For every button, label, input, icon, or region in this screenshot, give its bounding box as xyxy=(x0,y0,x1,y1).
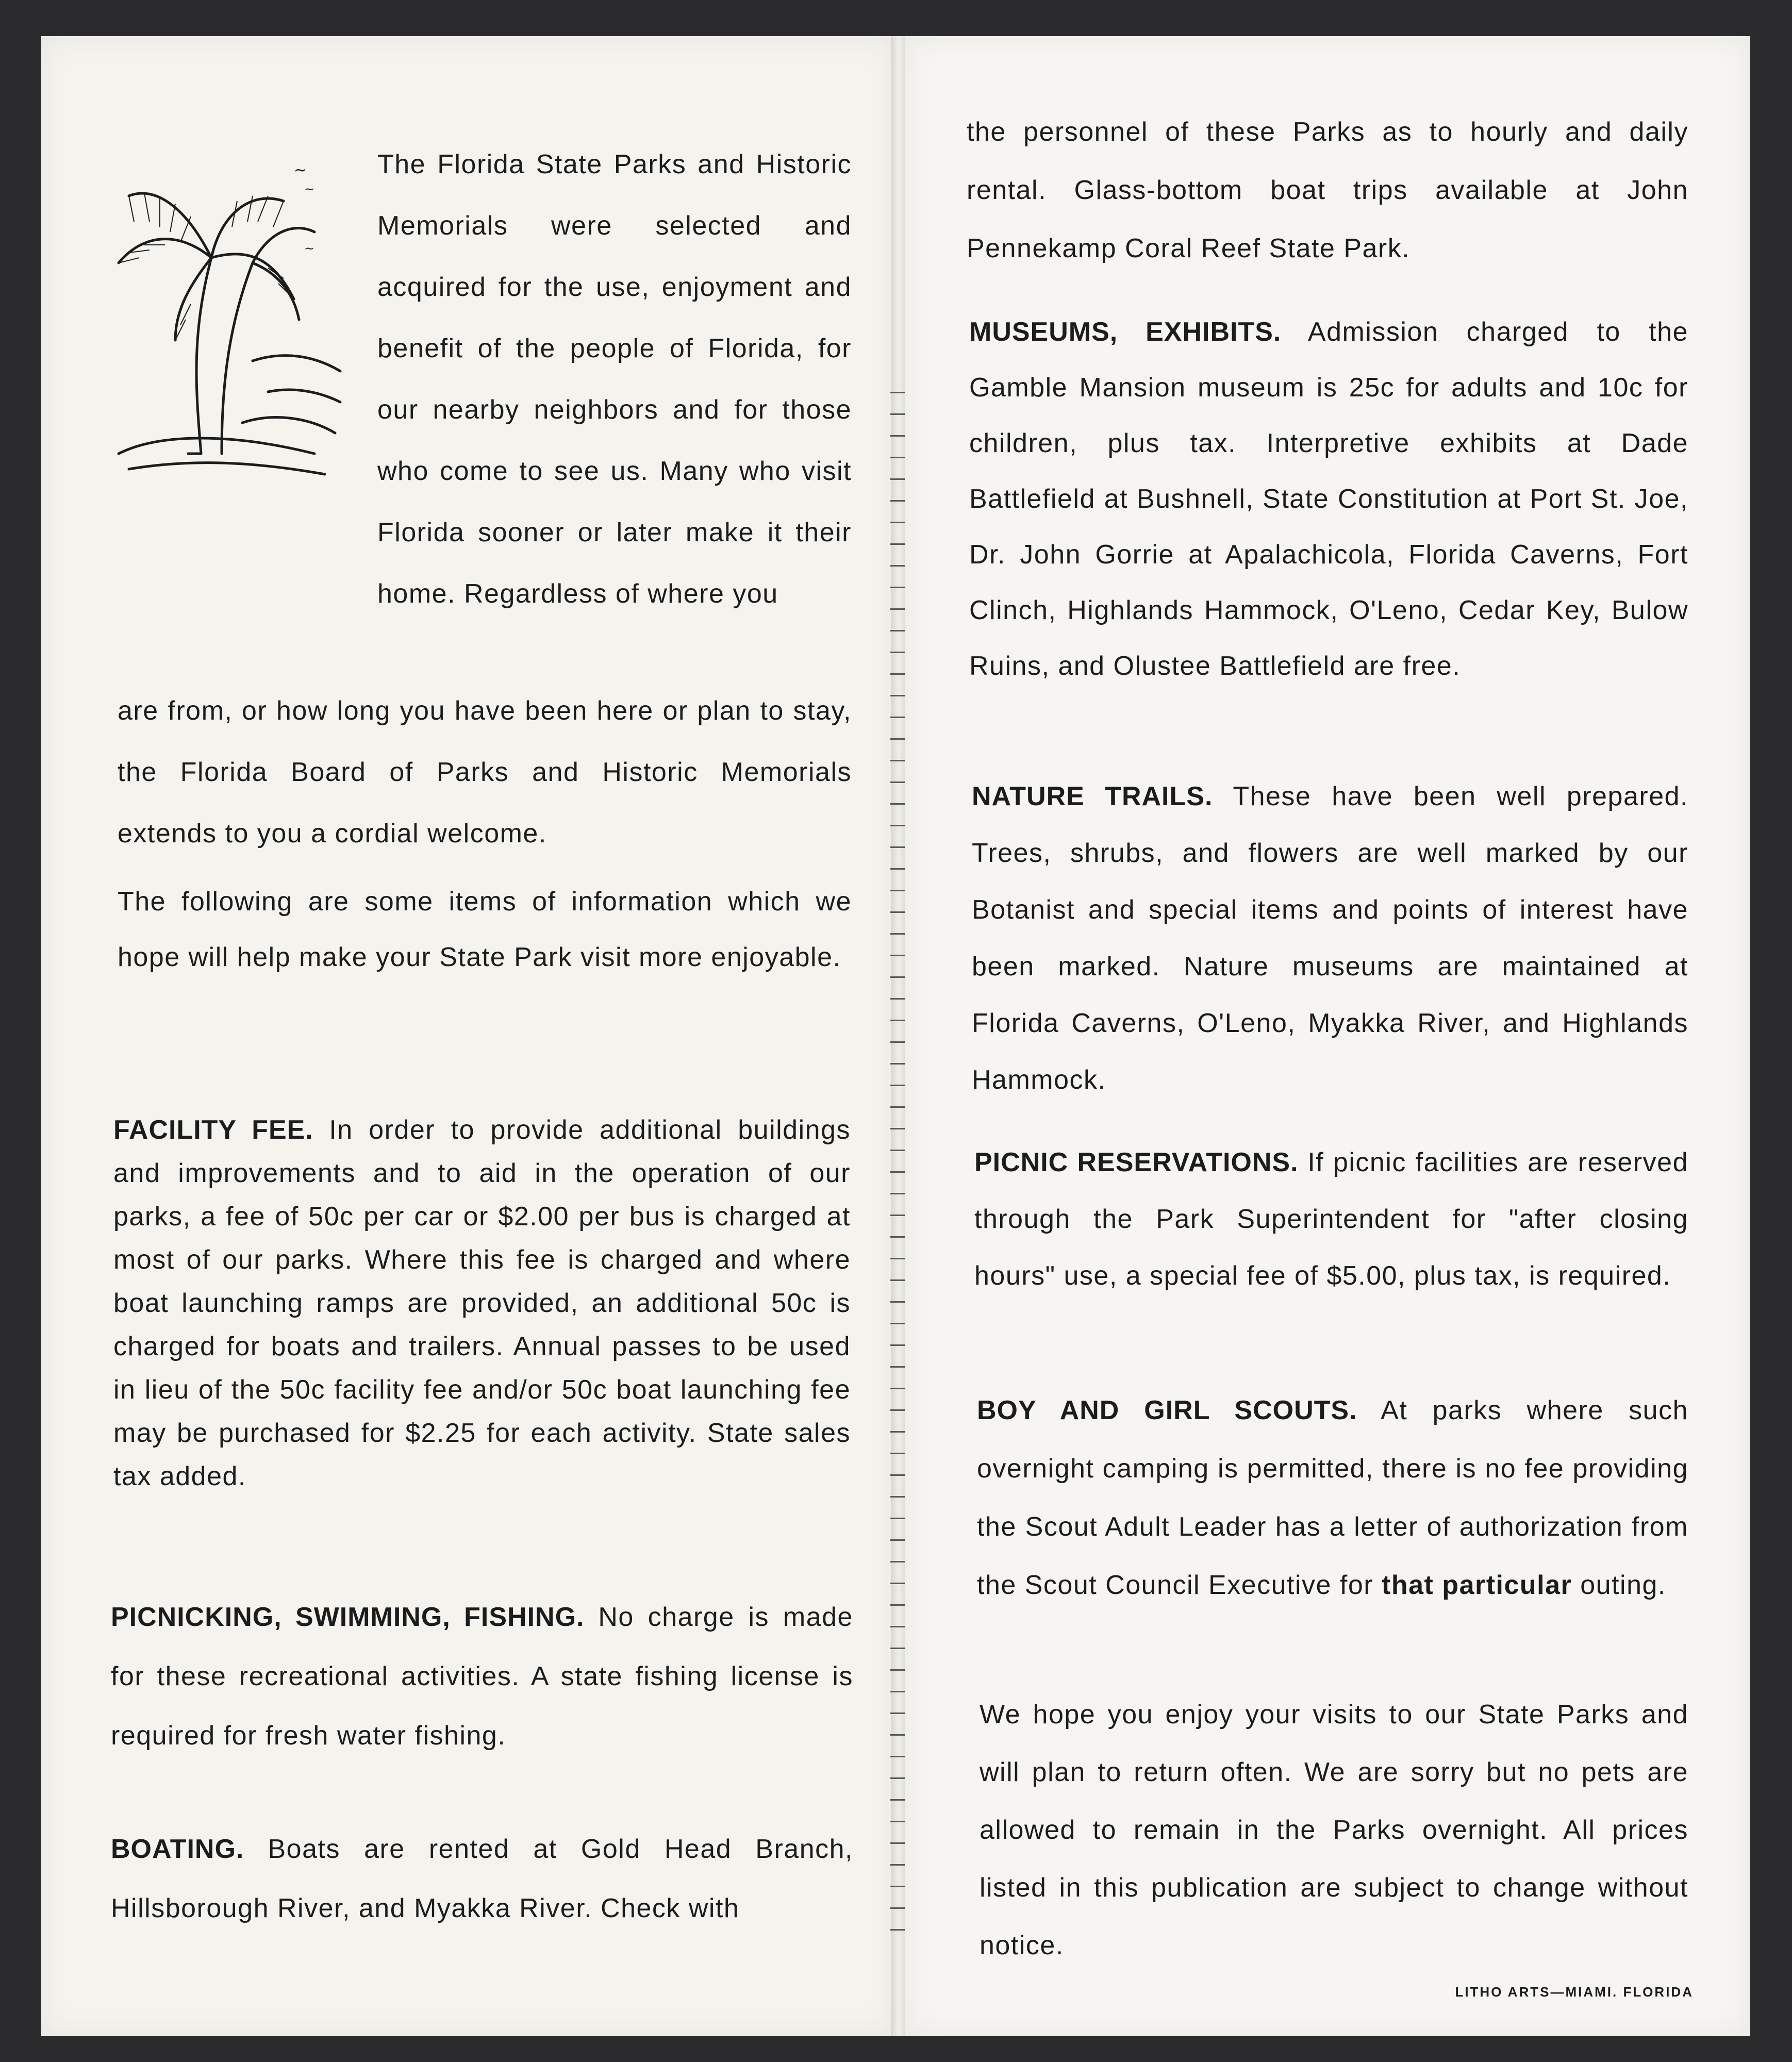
picnic-reservations-heading: PICNIC RESERVATIONS. xyxy=(974,1148,1299,1177)
nature-trails-heading: NATURE TRAILS. xyxy=(972,781,1213,811)
boating-body: Boats are rented at Gold Head Branch, Hillsborough River, and Myakka River. Check with xyxy=(111,1834,853,1923)
nature-trails-body: These have been well prepared. Trees, shrubs, and flowers are well marked by our Botanist and special items and points of interest have been marked. Nature museums are maintained at Florida Caverns, O'Leno, Myakka River, and Highlands Hammock. xyxy=(972,781,1688,1095)
binding-stitches xyxy=(890,392,906,1933)
boating-section xyxy=(111,1820,853,1938)
picnic-reservations-body: If picnic facilities are reserved through the Park Superintendent for "after closing hours" use, a special fee of $5.00, plus tax, is required. xyxy=(974,1148,1689,1291)
boating-heading: BOATING. xyxy=(111,1834,244,1864)
scouts-bold-phrase: that particular xyxy=(1382,1570,1572,1600)
svg-text:~: ~ xyxy=(304,241,315,256)
information-intro: The following are some items of information which we hope will help make your State Park visit more enjoyable. xyxy=(118,887,852,972)
facility-fee-body: In order to provide additional buildings and improvements and to aid in the operation of our parks, a fee of 50c per car or $2.00 per bus is charged at most of our parks. Where this fee is charged and where boat launching ramps are provided, an additional 50c is charged for boats and trailers. Annual passes to be used in lieu of the 50c facility fee and/or 50c boat launching fee may be purchased for $2.25 for each activity. State sales tax added. xyxy=(113,1115,851,1491)
scouts-end: outing. xyxy=(1580,1570,1666,1600)
picnic-reservations-section xyxy=(974,1134,1688,1304)
palm-tree-illustration xyxy=(98,144,345,479)
nature-trails-section xyxy=(972,768,1688,1108)
facility-fee-section xyxy=(113,1108,851,1498)
museums-body: Admission charged to the Gamble Mansion museum is 25c for adults and 10c for children, plus tax. Interpretive exhibits at Dade Battlefield at Bushnell, State Constitution at Port St. Joe, Dr. John Gorrie at Apalachicola, Florida Caverns, Fort Clinch, Highlands Hammock, O'Leno, Cedar Key, Bulow Ruins, and Olustee Battlefield are free. xyxy=(969,317,1688,681)
right-page xyxy=(905,36,1750,2036)
museums-section xyxy=(969,304,1688,694)
svg-text:~: ~ xyxy=(304,182,315,196)
svg-text:~: ~ xyxy=(294,161,307,179)
intro-paragraph-wrapped: The Florida State Parks and Historic Memorials were selected and acquired for the use, enjoyment and benefit of the people of Florida, for our nearby neighbors and for those who come to see us. Many who visit Florida sooner or later make it their home. Regardless of where you xyxy=(377,149,852,609)
closing-paragraph: We hope you enjoy your visits to our State Parks and will plan to return often. We are sorry but no pets are allowed to remain in the Parks overnight. All prices listed in this publication are subject to change without notice. xyxy=(980,1700,1688,1960)
scouts-heading: BOY AND GIRL SCOUTS. xyxy=(977,1395,1357,1425)
picnicking-body: No charge is made for these recreational activities. A state fishing license is required for fresh water fishing. xyxy=(111,1602,853,1751)
picnicking-heading: PICNICKING, SWIMMING, FISHING. xyxy=(111,1602,585,1632)
left-page xyxy=(41,36,894,2036)
facility-fee-heading: FACILITY FEE. xyxy=(113,1115,313,1145)
museums-heading: MUSEUMS, EXHIBITS. xyxy=(969,317,1282,347)
intro-paragraph-continued: are from, or how long you have been here or plan to stay, the Florida Board of Parks and Historic Memorials extends to you a cordial welcome. xyxy=(118,696,852,849)
boating-continued: the personnel of these Parks as to hourly and daily rental. Glass-bottom boat trips available at John Pennekamp Coral Reef State Park. xyxy=(967,117,1688,263)
printer-credit: LITHO ARTS—MIAMI. FLORIDA xyxy=(1455,1984,1694,2000)
picnicking-section xyxy=(111,1588,853,1766)
scouts-body: At parks where such overnight camping is permitted, there is no fee providing the Scout Adult Leader has a letter of authorization from the Scout Council Executive for xyxy=(977,1395,1689,1600)
scouts-section xyxy=(977,1382,1688,1615)
